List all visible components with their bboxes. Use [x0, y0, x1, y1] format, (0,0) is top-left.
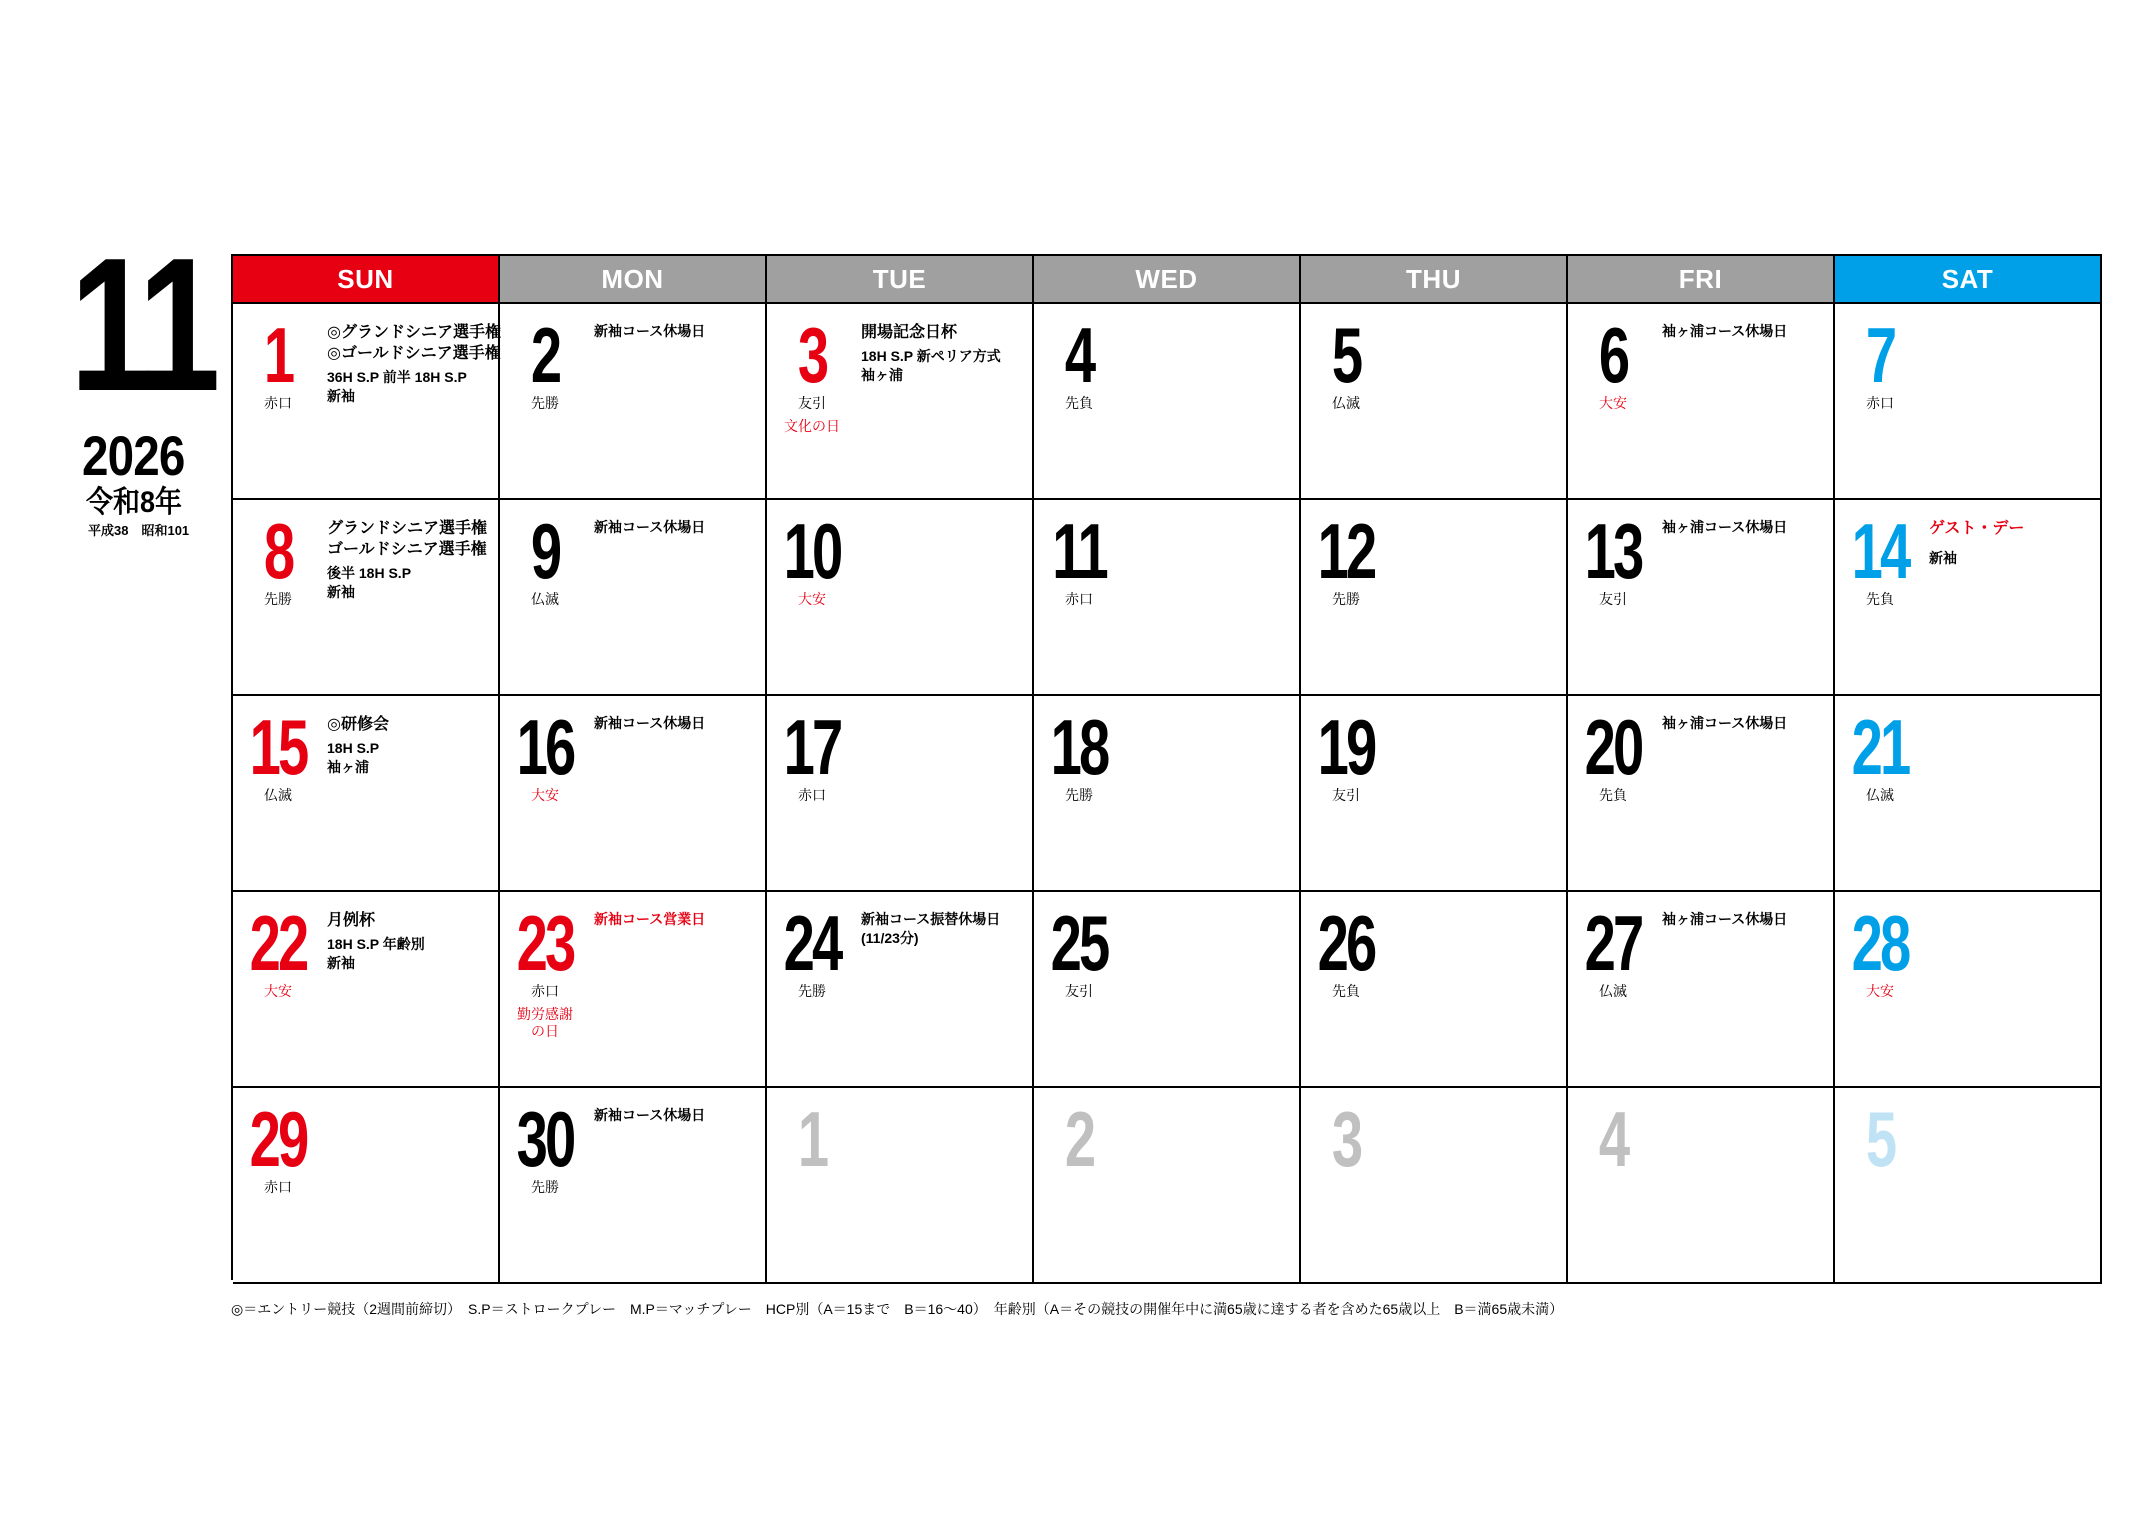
day-cell [1301, 1088, 1568, 1284]
rokuyo-label: 先勝 [531, 1179, 559, 1195]
day-number: 27 [1584, 899, 1642, 987]
event-text: 袖ヶ浦 [861, 367, 903, 383]
holiday-label: 文化の日 [784, 418, 840, 434]
day-cell [500, 892, 767, 1088]
event-text: 新袖コース休場日 [594, 519, 706, 535]
event-text: 袖ヶ浦コース休場日 [1662, 519, 1788, 535]
weekday-header-mon: MON [500, 256, 767, 304]
day-cell [1835, 304, 2102, 500]
rokuyo-label: 先負 [1866, 591, 1894, 607]
event-list [594, 714, 759, 733]
day-number: 15 [249, 703, 307, 791]
event-list [594, 322, 759, 341]
event-text: 新袖 [327, 955, 355, 971]
day-number: 17 [783, 703, 841, 791]
event-text: 後半 18H S.P [327, 565, 412, 581]
event-list [594, 518, 759, 537]
day-cell [1568, 1088, 1835, 1284]
event-list [1662, 910, 1827, 929]
day-cell [1301, 500, 1568, 696]
week-row [233, 696, 2102, 892]
event-text: 18H S.P 新ペリア方式 [861, 348, 1001, 364]
event-text: 新袖コース休場日 [594, 715, 706, 731]
day-cell [1301, 696, 1568, 892]
event-list [594, 1106, 759, 1125]
day-number: 6 [1598, 311, 1628, 399]
event-text: ◎グランドシニア選手権 [327, 324, 501, 341]
event-text: 新袖コース振替休場日 [861, 911, 1001, 927]
day-number: 25 [1050, 899, 1108, 987]
event-text: 袖ヶ浦コース休場日 [1662, 911, 1788, 927]
rokuyo-label: 赤口 [264, 395, 292, 411]
rokuyo-label: 赤口 [531, 983, 559, 999]
week-row [233, 1088, 2102, 1284]
day-number: 30 [516, 1095, 574, 1183]
rokuyo-label: 大安 [264, 983, 292, 999]
event-text: 月例杯 [327, 912, 376, 929]
event-list [327, 714, 492, 777]
day-cell [1835, 696, 2102, 892]
week-row [233, 304, 2102, 500]
day-cell [767, 696, 1034, 892]
event-list [861, 322, 1026, 385]
rokuyo-label: 大安 [1866, 983, 1894, 999]
event-text: 新袖 [327, 584, 355, 600]
day-number: 20 [1584, 703, 1642, 791]
day-cell [1568, 696, 1835, 892]
month-number: 11 [70, 219, 215, 431]
day-cell [1034, 304, 1301, 500]
weekday-header-row [233, 256, 2102, 304]
day-number: 5 [1865, 1095, 1895, 1183]
day-number: 2 [530, 311, 560, 399]
day-cell [233, 696, 500, 892]
event-text: 18H S.P 年齢別 [327, 936, 425, 952]
event-list [327, 322, 501, 406]
event-text: (11/23分) [861, 930, 919, 946]
rokuyo-label: 仏滅 [1332, 395, 1360, 411]
week-row [233, 500, 2102, 696]
rokuyo-label: 仏滅 [1866, 787, 1894, 803]
calendar-grid [231, 254, 2102, 1280]
day-cell [767, 500, 1034, 696]
day-number: 1 [797, 1095, 827, 1183]
event-text: 袖ヶ浦コース休場日 [1662, 715, 1788, 731]
day-number: 26 [1317, 899, 1375, 987]
rokuyo-label: 赤口 [264, 1179, 292, 1195]
day-number: 5 [1331, 311, 1361, 399]
day-number: 10 [783, 507, 841, 595]
day-cell [767, 304, 1034, 500]
weekday-header-tue: TUE [767, 256, 1034, 304]
day-number: 1 [263, 311, 293, 399]
day-cell [233, 892, 500, 1088]
reiwa-year-label: 令和8年 [86, 486, 183, 519]
rokuyo-label: 先負 [1599, 787, 1627, 803]
rokuyo-label: 仏滅 [264, 787, 292, 803]
day-number: 12 [1317, 507, 1375, 595]
legend-note: ◎＝エントリー競技（2週間前締切） S.P＝ストロークプレー M.P＝マッチプレー HCP別（A＝15まで B＝16〜40） 年齢別（A＝その競技の開催年中に満65歳に達する者を含めた65歳以上 B＝満65歳未満） [231, 1301, 1564, 1317]
event-text: ◎ゴールドシニア選手権 [327, 345, 501, 362]
day-cell [500, 304, 767, 500]
day-number: 3 [1331, 1095, 1361, 1183]
rokuyo-label: 先負 [1332, 983, 1360, 999]
rokuyo-label: 先勝 [264, 591, 292, 607]
day-number: 29 [249, 1095, 307, 1183]
day-cell [1835, 500, 2102, 696]
event-text: ◎研修会 [327, 716, 389, 733]
event-list [327, 910, 492, 973]
day-number: 8 [263, 507, 293, 595]
day-number: 28 [1851, 899, 1909, 987]
day-cell [233, 304, 500, 500]
day-number: 7 [1865, 311, 1895, 399]
day-number: 9 [530, 507, 560, 595]
rokuyo-label: 大安 [798, 591, 826, 607]
day-number: 23 [516, 899, 574, 987]
weekday-header-sun: SUN [233, 256, 500, 304]
event-list [861, 910, 1026, 948]
day-number: 18 [1050, 703, 1108, 791]
holiday-label: 勤労感謝 の日 [517, 1006, 573, 1039]
rokuyo-label: 友引 [1065, 983, 1093, 999]
rokuyo-label: 先勝 [1065, 787, 1093, 803]
event-text: 開場記念日杯 [861, 324, 958, 341]
day-cell [1835, 1088, 2102, 1284]
day-cell [1568, 304, 1835, 500]
event-list [1662, 518, 1827, 537]
rokuyo-label: 赤口 [1065, 591, 1093, 607]
day-number: 11 [1052, 507, 1106, 595]
rokuyo-label: 仏滅 [531, 591, 559, 607]
day-cell [500, 1088, 767, 1284]
rokuyo-label: 友引 [1332, 787, 1360, 803]
day-number: 22 [249, 899, 307, 987]
day-cell [1034, 696, 1301, 892]
day-cell [1034, 892, 1301, 1088]
day-number: 13 [1584, 507, 1642, 595]
day-cell [500, 500, 767, 696]
day-cell [767, 1088, 1034, 1284]
rokuyo-label: 赤口 [798, 787, 826, 803]
event-text: 新袖コース営業日 [594, 911, 706, 927]
day-number: 4 [1598, 1095, 1628, 1183]
day-number: 2 [1064, 1095, 1094, 1183]
day-cell [233, 500, 500, 696]
heisei-showa-label: 平成38 昭和101 [88, 523, 190, 538]
event-text: ゲスト・デー [1929, 520, 2025, 537]
event-list [1662, 714, 1827, 733]
day-number: 4 [1064, 311, 1094, 399]
weekday-header-thu: THU [1301, 256, 1568, 304]
day-cell [767, 892, 1034, 1088]
event-text: 36H S.P 前半 18H S.P [327, 369, 467, 385]
event-text: 新袖 [1929, 550, 1957, 566]
weekday-header-fri: FRI [1568, 256, 1835, 304]
weekday-header-sat: SAT [1835, 256, 2102, 304]
rokuyo-label: 先勝 [1332, 591, 1360, 607]
day-number: 14 [1851, 507, 1909, 595]
event-text: 新袖 [327, 388, 355, 404]
week-row [233, 892, 2102, 1088]
rokuyo-label: 大安 [1599, 395, 1627, 411]
rokuyo-label: 仏滅 [1599, 983, 1627, 999]
day-cell [1301, 892, 1568, 1088]
event-text: 18H S.P [327, 740, 380, 756]
rokuyo-label: 先負 [1065, 395, 1093, 411]
day-cell [1301, 304, 1568, 500]
event-text: 新袖コース休場日 [594, 323, 706, 339]
day-cell [1034, 500, 1301, 696]
weekday-header-wed: WED [1034, 256, 1301, 304]
day-number: 3 [797, 311, 827, 399]
day-number: 24 [783, 899, 841, 987]
rokuyo-label: 先勝 [798, 983, 826, 999]
rokuyo-label: 先勝 [531, 395, 559, 411]
rokuyo-label: 友引 [798, 395, 826, 411]
event-list [327, 518, 492, 602]
year-label: 2026 [82, 424, 185, 487]
day-cell [1034, 1088, 1301, 1284]
rokuyo-label: 大安 [531, 787, 559, 803]
event-text: 新袖コース休場日 [594, 1107, 706, 1123]
event-text: 袖ヶ浦コース休場日 [1662, 323, 1788, 339]
day-number: 16 [516, 703, 574, 791]
day-cell [1568, 892, 1835, 1088]
day-cell [1835, 892, 2102, 1088]
event-text: 袖ヶ浦 [327, 759, 369, 775]
event-list [594, 910, 759, 929]
day-number: 19 [1317, 703, 1375, 791]
rokuyo-label: 友引 [1599, 591, 1627, 607]
rokuyo-label: 赤口 [1866, 395, 1894, 411]
event-text: ゴールドシニア選手権 [327, 541, 487, 558]
day-number: 21 [1851, 703, 1909, 791]
event-text: グランドシニア選手権 [327, 520, 488, 537]
day-cell [1568, 500, 1835, 696]
event-list [1662, 322, 1827, 341]
day-cell [500, 696, 767, 892]
day-cell [233, 1088, 500, 1284]
event-list [1929, 518, 2094, 568]
